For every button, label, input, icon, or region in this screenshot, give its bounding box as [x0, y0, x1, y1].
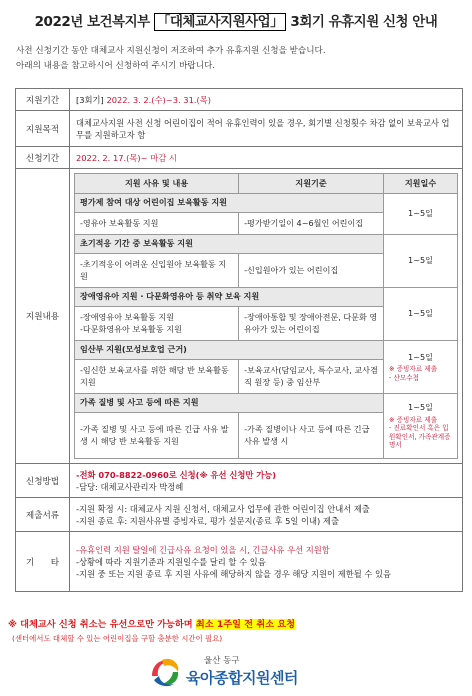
warning-main: ※ 대체교사 신청 취소는 유선으로만 가능하며 — [8, 619, 196, 630]
section-note: ※ 증빙자료 제출 - 산모수첩 — [389, 365, 437, 382]
section-title: 장애영유아 지원 · 다문화영유아 등 취약 보육 지원 — [75, 288, 384, 307]
etc-line-1: -유휴인력 지원 탈일에 긴급사유 요청이 있을 시, 긴급사유 우선 지원함 — [76, 544, 330, 555]
logo-mark-icon — [148, 654, 184, 690]
header-criteria: 지원기준 — [239, 174, 384, 194]
info-table — [15, 88, 463, 592]
section-reason: -영유아 보육활동 지원 — [75, 213, 239, 235]
method-manager: -담당: 대체교사관리자 박정혜 — [76, 481, 184, 492]
header-days: 지원일수 — [384, 174, 458, 194]
section-days: 1~5일 — [408, 308, 433, 319]
etc-label: 기 타 — [16, 532, 70, 592]
section-criteria: -보육교사(담임교사, 특수교사, 교사겸직 원장 등) 중 임산부 — [239, 360, 384, 394]
title-boxed: 「대체교사지원사업」 — [154, 13, 286, 31]
section-title: 평가제 참여 대상 어린이집 보육활동 지원 — [75, 194, 384, 213]
header-reason: 지원 사유 및 내용 — [75, 174, 239, 194]
docs-line-2: -지원 종료 후: 지원사유별 증빙자료, 평가 설문지(종료 후 5일 이내) 제출 — [76, 515, 339, 526]
intro-line-2: 아래의 내용을 참고하시어 신청하여 주시기 바랍니다. — [16, 61, 216, 71]
logo-main-text: 육아종합지원센터 — [186, 669, 298, 687]
section-title: 가족 질병 및 사고 등에 따른 지원 — [75, 394, 384, 413]
section-criteria: -가족 질병이나 사고 등에 따른 긴급 사유 발생 시 — [239, 413, 384, 459]
page-title — [0, 10, 472, 30]
purpose-text: 대체교사지원 사전 신청 어린이집이 적어 유휴인력이 있을 경우, 회기별 신청횟수 차감 없이 보육교사 업무를 지원하고자 함 — [70, 111, 463, 147]
method-phone: -전화 070-8822-0960로 신청(※ 유선 신청만 가능) — [76, 469, 277, 480]
section-reason: -장애영유아 보육활동 지원 -다문화영유아 보육활동 지원 — [75, 307, 239, 341]
logo-top-text: 울산 동구 — [204, 656, 240, 666]
section-note: ※ 증빙자료 제출 - 진료확인서 혹은 입원확인서, 가족관계증명서 — [389, 415, 451, 450]
warning-sub: (센터에서도 대체할 수 있는 어린이집을 구할 충분한 시간이 필요) — [12, 634, 223, 643]
period-value: 2022. 3. 2.(수)~3. 31.(목) — [106, 94, 211, 105]
period-pre: [3회기] — [76, 94, 104, 105]
warning-highlight: 최소 1주일 전 취소 요청 — [195, 619, 295, 630]
section-criteria: -평가받기일이 4~6월인 어린이집 — [239, 213, 384, 235]
apply-period-label: 신청기간 — [16, 147, 70, 169]
section-criteria: -장애아통합 및 장애아전문, 다문화 영유아가 있는 어린이집 — [239, 307, 384, 341]
content-table — [74, 173, 458, 459]
title-prefix: 2022년 보건복지부 — [34, 14, 150, 30]
section-days: 1~5일 — [408, 208, 433, 219]
intro-text — [16, 44, 466, 74]
intro-line-1: 사전 신청기간 동안 대체교사 지원신청이 저조하여 추가 유휴지원 신청을 받습니다. — [16, 46, 326, 56]
docs-label: 제출서류 — [16, 498, 70, 532]
section-reason: -임신한 보육교사를 위한 해당 반 보육활동 지원 — [75, 360, 239, 394]
cancel-warning — [8, 616, 295, 630]
section-days: 1~5일 — [408, 351, 433, 362]
content-label: 지원내용 — [16, 169, 70, 464]
section-reason: -가족 질병 및 사고 등에 따른 긴급 사유 발생 시 해당 반 보육활동 지원 — [75, 413, 239, 459]
section-criteria: -신입원아가 있는 어린이집 — [239, 254, 384, 288]
section-title: 초기적응 기간 중 보육활동 지원 — [75, 235, 384, 254]
purpose-label: 지원목적 — [16, 111, 70, 147]
etc-line-3: -지원 중 또는 지원 종료 후 지원 사유에 해당하지 않을 경우 해당 지원이 제한될 수 있음 — [76, 568, 392, 579]
apply-period-value: 2022. 2. 17.(목)~ 마감 시 — [70, 147, 463, 169]
center-logo — [148, 652, 348, 692]
etc-line-2: -상황에 따라 지원기준과 지원일수를 달리 할 수 있음 — [76, 556, 266, 567]
method-label: 신청방법 — [16, 464, 70, 498]
period-label: 지원기간 — [16, 89, 70, 111]
section-reason: -초기적응이 어려운 신입원아 보육활동 지원 — [75, 254, 239, 288]
title-suffix: 3회기 유휴지원 신청 안내 — [290, 14, 438, 30]
section-days: 1~5일 — [408, 255, 433, 266]
section-days: 1~5일 — [408, 402, 433, 413]
section-title: 임산부 지원(모성보호업 근거) — [75, 341, 384, 360]
docs-line-1: -지원 확정 시: 대체교사 지원 신청서, 대체교사 업무에 관한 어린이집 안내서 제출 — [76, 503, 370, 514]
